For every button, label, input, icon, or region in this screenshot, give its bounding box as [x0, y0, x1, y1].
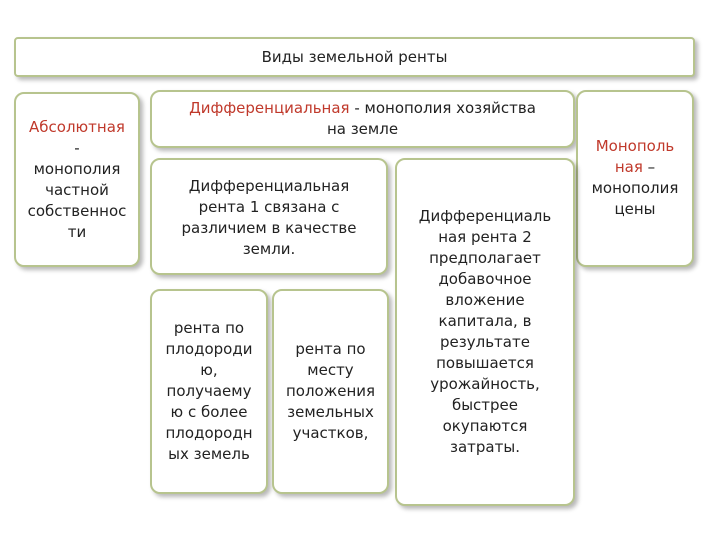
differential-rent-line-2: на земле: [326, 120, 399, 138]
differential-rent-2-text: [419, 206, 551, 458]
differential-rent-1-line: Дифференциальная: [188, 177, 350, 195]
fertility-rent-line: ю с более: [170, 403, 248, 421]
fertility-rent-line: плодороди: [165, 340, 253, 358]
monopoly-rent-line: цены: [614, 200, 656, 218]
differential-rent-2-line: капитала, в: [438, 312, 532, 330]
differential-rent-desc: - монополия хозяйства: [349, 99, 536, 117]
differential-rent-2-line: окупаются: [442, 417, 528, 435]
absolute-rent-text: [28, 117, 127, 243]
monopoly-rent-box: [576, 90, 694, 267]
fertility-rent-line: ых земель: [168, 445, 250, 463]
monopoly-rent-text: [592, 136, 679, 220]
monopoly-rent-dash: –: [642, 158, 656, 176]
monopoly-rent-term-part-1: Монополь: [595, 137, 675, 155]
differential-rent-1-line: различием в качестве: [181, 219, 357, 237]
differential-rent-2-line: урожайность,: [430, 375, 540, 393]
monopoly-rent-line: монополия: [591, 179, 679, 197]
location-rent-line: земельных: [287, 403, 374, 421]
differential-rent-2-line: добавочное: [438, 270, 532, 288]
differential-rent-1-line: земли.: [242, 240, 296, 258]
absolute-rent-term: Абсолютная: [29, 117, 125, 136]
absolute-rent-line: собственнос: [27, 201, 127, 220]
location-rent-box: [272, 289, 389, 494]
monopoly-rent-term-line-2: [615, 157, 655, 178]
absolute-rent-box: [14, 92, 140, 267]
fertility-rent-line: получаему: [166, 382, 252, 400]
fertility-rent-box: [150, 289, 268, 494]
differential-rent-2-line: вложение: [445, 291, 525, 309]
differential-rent-2-line: ная рента 2: [438, 228, 532, 246]
location-rent-line: участков,: [292, 424, 369, 442]
location-rent-line: месту: [307, 361, 354, 379]
monopoly-rent-term-part-2: ная: [614, 158, 643, 176]
fertility-rent-line: рента по: [173, 319, 245, 337]
diagram-title: Виды земельной ренты: [261, 47, 448, 66]
differential-rent-2-line: повышается: [436, 354, 534, 372]
absolute-rent-line: ти: [67, 222, 87, 241]
differential-rent-2-line: результате: [440, 333, 530, 351]
differential-rent-2-line: быстрее: [451, 396, 519, 414]
absolute-rent-line: монополия: [33, 159, 121, 178]
fertility-rent-text: [166, 318, 253, 465]
differential-rent-1-box: [150, 158, 388, 275]
location-rent-text: [286, 339, 375, 444]
fertility-rent-line: плодородн: [165, 424, 253, 442]
location-rent-line: положения: [285, 382, 376, 400]
location-rent-line: рента по: [295, 340, 366, 358]
differential-rent-box: [150, 90, 575, 148]
differential-rent-2-line: Дифференциаль: [418, 207, 552, 225]
fertility-rent-line: ю,: [200, 361, 218, 379]
differential-rent-text: [189, 98, 536, 140]
absolute-rent-line: частной: [45, 180, 109, 199]
differential-rent-2-box: [395, 158, 575, 506]
differential-rent-term: Дифференциальная: [189, 99, 350, 117]
differential-rent-2-line: предполагает: [429, 249, 541, 267]
absolute-rent-dash: -: [74, 138, 80, 157]
differential-rent-1-line: рента 1 связана с: [198, 198, 340, 216]
differential-rent-line-1: [189, 98, 536, 119]
diagram-title-box: [14, 37, 695, 77]
differential-rent-1-text: [182, 176, 357, 260]
differential-rent-2-line: затраты.: [450, 438, 520, 456]
